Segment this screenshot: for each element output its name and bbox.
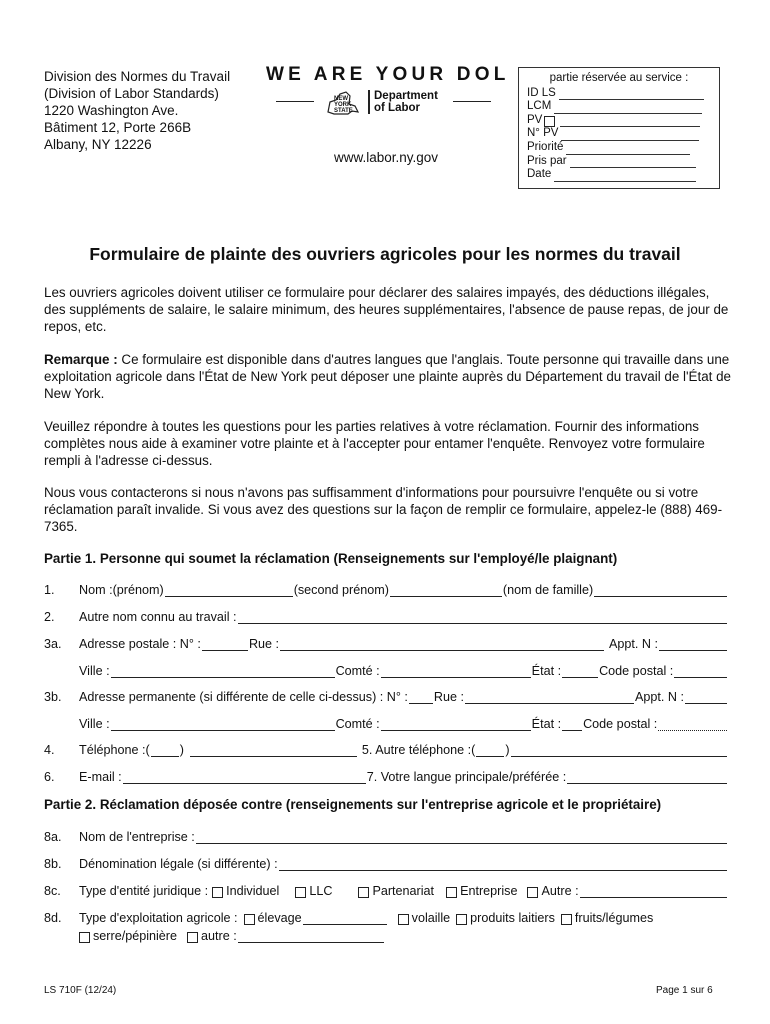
option-label: LLC bbox=[309, 884, 333, 898]
question-number: 1. bbox=[44, 583, 55, 597]
nys-dol-logo bbox=[276, 88, 491, 124]
contact-paragraph: Nous vous contacterons si nous n'avons pas suffisamment d'informations pour poursuivre l'enquête ou si votre réclamation paraît invalide. Si vous avez des questions sur la façon de remplir ce formulaire, appelez-le (888) 469-7365. bbox=[44, 485, 723, 534]
permanent-street-label: Rue : bbox=[433, 690, 465, 704]
email-field[interactable] bbox=[123, 771, 366, 784]
language-label: 7. Votre langue principale/préférée : bbox=[366, 770, 567, 784]
office-field-taken-by bbox=[527, 155, 719, 169]
q6-email-row bbox=[44, 766, 728, 784]
permanent-city-field[interactable] bbox=[111, 718, 335, 731]
business-name-field[interactable] bbox=[196, 831, 727, 844]
q8d-farm-type-row bbox=[44, 907, 728, 925]
q3b-permanent-address-row bbox=[44, 686, 728, 704]
office-field-line[interactable] bbox=[566, 144, 690, 155]
question-number: 4. bbox=[44, 743, 55, 757]
option-label: autre : bbox=[201, 929, 237, 943]
greenhouse-nursery-checkbox[interactable] bbox=[79, 932, 90, 943]
llc-checkbox[interactable] bbox=[295, 887, 306, 898]
office-field-label: LCM bbox=[527, 100, 552, 113]
other-entity-field[interactable] bbox=[580, 885, 727, 898]
last-name-label: (nom de famille) bbox=[502, 583, 594, 597]
logo-state-text: STATE bbox=[334, 108, 353, 114]
other-farm-field[interactable] bbox=[238, 930, 384, 943]
livestock-checkbox[interactable] bbox=[244, 914, 255, 925]
permanent-zip-field[interactable] bbox=[658, 718, 727, 731]
question-number: 8d. bbox=[44, 911, 62, 925]
corporation-checkbox[interactable] bbox=[446, 887, 457, 898]
logo-rule bbox=[453, 101, 491, 102]
form-code: LS 710F (12/24) bbox=[44, 985, 117, 996]
intro-paragraph: Les ouvriers agricoles doivent utiliser ce formulaire pour déclarer des salaires impayés, des déductions illégales, des suppléments de salaire, le salaire minimum, des heures supplémentaires, l'absence de pause repas, de jour de repos, etc. bbox=[44, 285, 729, 334]
office-field-line[interactable] bbox=[570, 157, 696, 168]
middle-name-label: (second prénom) bbox=[293, 583, 389, 597]
option-label: volaille bbox=[411, 911, 451, 925]
permanent-county-field[interactable] bbox=[381, 718, 531, 731]
office-field-label: ID LS bbox=[527, 86, 556, 99]
option-label: Individuel bbox=[226, 884, 280, 898]
mailing-county-field[interactable] bbox=[381, 665, 531, 678]
permanent-number-field[interactable] bbox=[409, 691, 433, 704]
permanent-street-field[interactable] bbox=[465, 691, 634, 704]
phone-paren: ) bbox=[179, 743, 184, 757]
slogan: WE ARE YOUR DOL bbox=[266, 64, 510, 85]
permanent-county-label: Comté : bbox=[335, 717, 380, 731]
office-field-line[interactable] bbox=[561, 130, 699, 141]
livestock-field[interactable] bbox=[303, 912, 387, 925]
q1-name-row bbox=[44, 579, 728, 597]
office-field-pv bbox=[527, 114, 719, 128]
farm-type-label: Type d'exploitation agricole : bbox=[79, 911, 238, 925]
mailing-apt-field[interactable] bbox=[659, 638, 727, 651]
business-name-label: Nom de l'entreprise : bbox=[79, 830, 195, 844]
phone-label: Téléphone :( bbox=[79, 743, 150, 757]
first-name-label: Nom :(prénom) bbox=[79, 583, 164, 597]
other-phone-field[interactable] bbox=[511, 744, 727, 757]
remark-text: Ce formulaire est disponible dans d'autres langues que l'anglais. Toute personne qui travaille dans une exploitation agricole dans l'État de New York peut déposer une plainte auprès du Département du travail de l'État de New York. bbox=[44, 352, 731, 401]
q4-phone-row bbox=[44, 739, 728, 757]
pv-checkbox[interactable] bbox=[544, 116, 555, 127]
other-name-label: Autre nom connu au travail : bbox=[79, 610, 237, 624]
email-label: E-mail : bbox=[79, 770, 122, 784]
mailing-county-label: Comté : bbox=[335, 664, 380, 678]
legal-name-field[interactable] bbox=[279, 858, 727, 871]
q3b-city-row bbox=[44, 713, 728, 731]
fruits-vegetables-checkbox[interactable] bbox=[561, 914, 572, 925]
address-line: Division des Normes du Travail bbox=[44, 69, 231, 84]
dairy-checkbox[interactable] bbox=[456, 914, 467, 925]
q2-other-name-row bbox=[44, 606, 728, 624]
option-label: élevage bbox=[257, 911, 302, 925]
other-name-field[interactable] bbox=[238, 611, 727, 624]
logo-dept-line: Department bbox=[374, 90, 438, 102]
mailing-city-field[interactable] bbox=[111, 665, 335, 678]
logo-department-text bbox=[368, 90, 438, 114]
individual-checkbox[interactable] bbox=[212, 887, 223, 898]
address-line: (Division of Labor Standards) bbox=[44, 86, 219, 101]
office-field-line[interactable] bbox=[559, 89, 704, 100]
mailing-state-field[interactable] bbox=[562, 665, 598, 678]
language-field[interactable] bbox=[567, 771, 727, 784]
other-phone-label: 5. Autre téléphone :( bbox=[361, 743, 476, 757]
logo-dept-line: of Labor bbox=[374, 102, 420, 114]
question-number: 8c. bbox=[44, 884, 61, 898]
question-number: 2. bbox=[44, 610, 55, 624]
last-name-field[interactable] bbox=[594, 584, 727, 597]
option-label: serre/pépinière bbox=[93, 929, 178, 943]
address-line: 1220 Washington Ave. bbox=[44, 103, 179, 118]
question-number: 6. bbox=[44, 770, 55, 784]
permanent-state-field[interactable] bbox=[562, 718, 582, 731]
mailing-street-field[interactable] bbox=[280, 638, 604, 651]
office-use-box bbox=[518, 67, 720, 189]
mailing-state-label: État : bbox=[531, 664, 562, 678]
office-field-label: N° PV bbox=[527, 127, 559, 140]
address-line: Albany, NY 12226 bbox=[44, 137, 152, 152]
first-name-field[interactable] bbox=[165, 584, 293, 597]
question-number: 3a. bbox=[44, 637, 62, 651]
question-number: 8b. bbox=[44, 857, 62, 871]
form-title: Formulaire de plainte des ouvriers agricoles pour les normes du travail bbox=[89, 244, 681, 264]
office-field-label: Pris par bbox=[527, 154, 567, 167]
website-link[interactable]: www.labor.ny.gov bbox=[334, 150, 439, 165]
permanent-apt-label: Appt. N : bbox=[635, 690, 684, 704]
address-line: Bâtiment 12, Porte 266B bbox=[44, 120, 192, 135]
logo-state-text: YORK bbox=[334, 102, 352, 108]
permanent-apt-field[interactable] bbox=[685, 691, 727, 704]
remark-paragraph bbox=[44, 351, 734, 402]
other-entity-checkbox[interactable] bbox=[527, 887, 538, 898]
mailing-zip-field[interactable] bbox=[674, 665, 727, 678]
legal-name-label: Dénomination légale (si différente) : bbox=[79, 857, 278, 871]
other-farm-checkbox[interactable] bbox=[187, 932, 198, 943]
part2-heading: Partie 2. Réclamation déposée contre (renseignements sur l'entreprise agricole et le propriétaire) bbox=[44, 797, 662, 812]
office-field-line[interactable] bbox=[554, 103, 702, 114]
office-field-date bbox=[527, 168, 719, 182]
middle-name-field[interactable] bbox=[390, 584, 502, 597]
office-field-line[interactable] bbox=[560, 116, 700, 127]
office-use-title: partie réservée au service : bbox=[549, 72, 689, 84]
option-label: Autre : bbox=[541, 884, 579, 898]
permanent-state-label: État : bbox=[531, 717, 562, 731]
logo-rule bbox=[276, 101, 314, 102]
remark-label: Remarque : bbox=[44, 352, 118, 367]
q8a-business-name-row bbox=[44, 826, 728, 844]
mailing-apt-label: Appt. N : bbox=[609, 637, 658, 651]
office-field-label: Priorité bbox=[527, 140, 564, 153]
phone-field[interactable] bbox=[190, 744, 357, 757]
option-label: Entreprise bbox=[460, 884, 518, 898]
office-field-label: Date bbox=[527, 168, 552, 181]
office-field-line[interactable] bbox=[554, 171, 696, 182]
logo-state-text: NEW bbox=[334, 96, 348, 102]
office-field-id-ls bbox=[527, 87, 719, 101]
permanent-city-label: Ville : bbox=[79, 717, 110, 731]
question-number: 3b. bbox=[44, 690, 62, 704]
entity-type-label: Type d'entité juridique : bbox=[79, 884, 209, 898]
mailing-zip-label: Code postal : bbox=[599, 664, 674, 678]
option-label: produits laitiers bbox=[470, 911, 555, 925]
office-field-lcm bbox=[527, 100, 719, 114]
mailing-number-field[interactable] bbox=[202, 638, 248, 651]
option-label: Partenariat bbox=[372, 884, 435, 898]
agency-address bbox=[44, 68, 230, 153]
mailing-street-label: Rue : bbox=[248, 637, 280, 651]
mailing-city-label: Ville : bbox=[79, 664, 110, 678]
phone-area-code-field[interactable] bbox=[151, 744, 179, 757]
mailing-number-label: Adresse postale : N° : bbox=[79, 637, 201, 651]
part1-heading: Partie 1. Personne qui soumet la réclamation (Renseignements sur l'employé/le plaignant) bbox=[44, 551, 618, 566]
q8b-legal-name-row bbox=[44, 853, 728, 871]
q3a-mailing-address-row bbox=[44, 633, 728, 651]
permanent-zip-label: Code postal : bbox=[583, 717, 658, 731]
q8d-farm-type-row-2 bbox=[44, 925, 728, 943]
office-field-label: PV bbox=[527, 113, 543, 126]
partnership-checkbox[interactable] bbox=[358, 887, 369, 898]
option-label: fruits/légumes bbox=[574, 911, 654, 925]
office-field-pv-number bbox=[527, 127, 719, 141]
poultry-checkbox[interactable] bbox=[398, 914, 409, 925]
page-number: Page 1 sur 6 bbox=[656, 985, 713, 996]
instructions-paragraph: Veuillez répondre à toutes les questions pour les parties relatives à votre réclamation. Fournir des informations complètes nous aide à examiner votre plainte et à l'accepter pour entamer l'enquête. Renvoyez votre formulaire rempli à l'adresse ci-dessus. bbox=[44, 419, 705, 468]
question-number: 8a. bbox=[44, 830, 62, 844]
other-phone-paren: ) bbox=[505, 743, 510, 757]
permanent-number-label: Adresse permanente (si différente de celle ci-dessus) : N° : bbox=[79, 690, 408, 704]
office-field-priority bbox=[527, 141, 719, 155]
q8c-entity-type-row bbox=[44, 880, 728, 898]
other-phone-area-code-field[interactable] bbox=[476, 744, 504, 757]
q3a-city-row bbox=[44, 660, 728, 678]
